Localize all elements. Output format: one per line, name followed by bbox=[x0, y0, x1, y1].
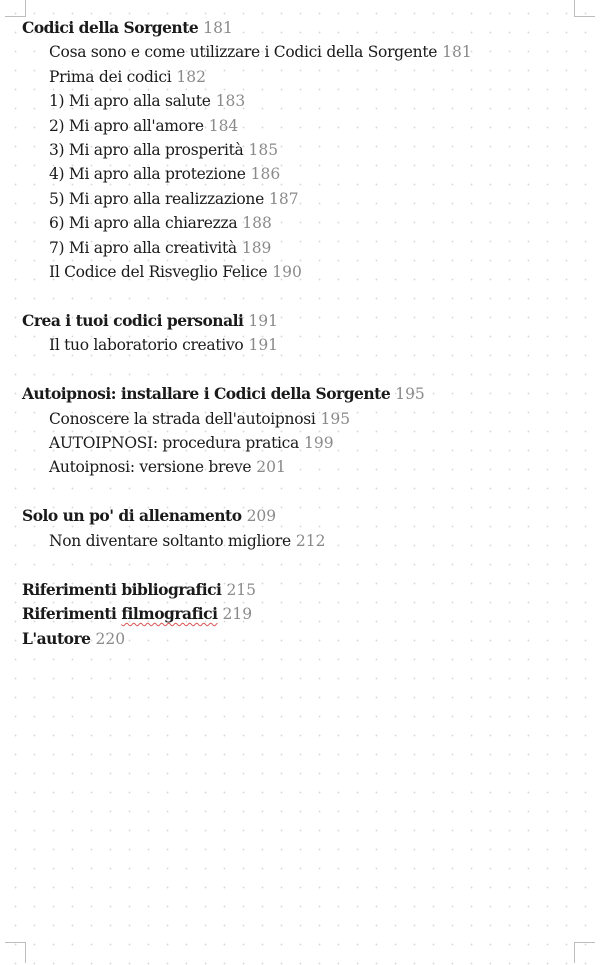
toc-entry-title: Cosa sono e come utilizzare i Codici della Sorgente bbox=[49, 43, 438, 62]
toc-page-number: 215 bbox=[226, 580, 257, 599]
spellcheck-flagged-word: filmografici bbox=[121, 604, 218, 624]
toc-entry-title: 7) Mi apro alla creatività bbox=[49, 238, 237, 257]
crop-mark-bottom-right bbox=[574, 942, 595, 963]
toc-entry bbox=[22, 431, 582, 455]
toc-page-number: 189 bbox=[241, 238, 272, 257]
toc-heading bbox=[22, 627, 582, 651]
toc-heading bbox=[22, 504, 582, 528]
toc-page-number: 195 bbox=[395, 385, 425, 404]
toc-page-number: 185 bbox=[248, 140, 279, 159]
toc-page-number: 186 bbox=[250, 165, 281, 184]
toc-entry bbox=[22, 236, 582, 260]
toc-entry bbox=[22, 114, 582, 138]
toc-page-number: 209 bbox=[246, 507, 277, 526]
toc-entry bbox=[22, 138, 582, 162]
toc-entry bbox=[22, 187, 582, 211]
toc-heading-title: L'autore bbox=[22, 628, 91, 648]
toc-page-number: 191 bbox=[248, 336, 279, 355]
toc-heading-title: Riferimenti bbox=[22, 604, 122, 624]
toc-heading-title: Solo un po' di allenamento bbox=[22, 506, 242, 526]
toc-entry bbox=[22, 40, 582, 64]
toc-entry-title: 1) Mi apro alla salute bbox=[49, 92, 211, 111]
toc-page-number: 190 bbox=[272, 262, 302, 281]
crop-mark-bottom-left bbox=[5, 942, 26, 963]
toc-heading bbox=[22, 382, 582, 406]
toc-entry bbox=[22, 529, 582, 553]
toc-heading bbox=[22, 16, 582, 40]
table-of-contents bbox=[22, 16, 582, 651]
toc-entry-title: AUTOIPNOSI: procedura pratica bbox=[49, 434, 299, 453]
toc-heading bbox=[22, 602, 582, 626]
toc-entry-title: 4) Mi apro alla protezione bbox=[49, 165, 246, 184]
toc-page-number: 220 bbox=[95, 629, 126, 648]
toc-entry-title: 3) Mi apro alla prosperità bbox=[49, 140, 244, 159]
toc-entry-title: Il tuo laboratorio creativo bbox=[49, 336, 244, 355]
toc-heading-title: Codici della Sorgente bbox=[22, 18, 199, 37]
toc-page-number: 184 bbox=[208, 116, 239, 135]
toc-page-number: 212 bbox=[295, 531, 326, 550]
crop-mark-top-right bbox=[574, 0, 595, 17]
toc-page-number: 191 bbox=[248, 311, 278, 330]
toc-entry-title: Non diventare soltanto migliore bbox=[49, 531, 291, 550]
toc-entry bbox=[22, 211, 582, 235]
toc-page-number: 199 bbox=[304, 434, 334, 453]
toc-page-number: 188 bbox=[242, 214, 272, 233]
toc-section-codici-sorgente bbox=[22, 16, 582, 284]
toc-section-autoipnosi bbox=[22, 382, 582, 480]
toc-page-number: 219 bbox=[222, 605, 253, 624]
toc-section-allenamento bbox=[22, 504, 582, 553]
toc-heading-title: Crea i tuoi codici personali bbox=[22, 310, 244, 330]
toc-heading bbox=[22, 309, 582, 333]
toc-entry bbox=[22, 162, 582, 186]
toc-section-codici-personali bbox=[22, 309, 582, 358]
toc-entry bbox=[22, 333, 582, 357]
toc-page-number: 195 bbox=[320, 409, 351, 428]
toc-page-number: 201 bbox=[256, 458, 286, 477]
toc-entry bbox=[22, 65, 582, 89]
toc-heading-title: Autoipnosi: installare i Codici della Sorgente bbox=[22, 384, 391, 404]
toc-entry-title: Autoipnosi: versione breve bbox=[49, 458, 252, 477]
toc-entry-title: 2) Mi apro all'amore bbox=[49, 116, 204, 135]
toc-entry bbox=[22, 260, 582, 284]
toc-page-number: 182 bbox=[176, 67, 206, 86]
toc-entry-title: Conoscere la strada dell'autoipnosi bbox=[49, 409, 316, 428]
toc-entry bbox=[22, 455, 582, 479]
toc-page-number: 183 bbox=[215, 92, 246, 111]
toc-page-number: 181 bbox=[203, 19, 233, 37]
toc-section-appendices bbox=[22, 578, 582, 651]
toc-entry bbox=[22, 407, 582, 431]
toc-page-number: 187 bbox=[268, 189, 299, 208]
toc-entry-title: 6) Mi apro alla chiarezza bbox=[49, 214, 238, 233]
toc-page-number: 181 bbox=[442, 43, 472, 62]
toc-entry-title: 5) Mi apro alla realizzazione bbox=[49, 189, 264, 208]
toc-entry-title: Il Codice del Risveglio Felice bbox=[49, 262, 268, 281]
toc-heading-title: Riferimenti bibliografici bbox=[22, 579, 222, 599]
toc-heading bbox=[22, 578, 582, 602]
crop-mark-top-left bbox=[5, 0, 26, 17]
toc-entry-title: Prima dei codici bbox=[49, 67, 172, 86]
toc-entry bbox=[22, 89, 582, 113]
